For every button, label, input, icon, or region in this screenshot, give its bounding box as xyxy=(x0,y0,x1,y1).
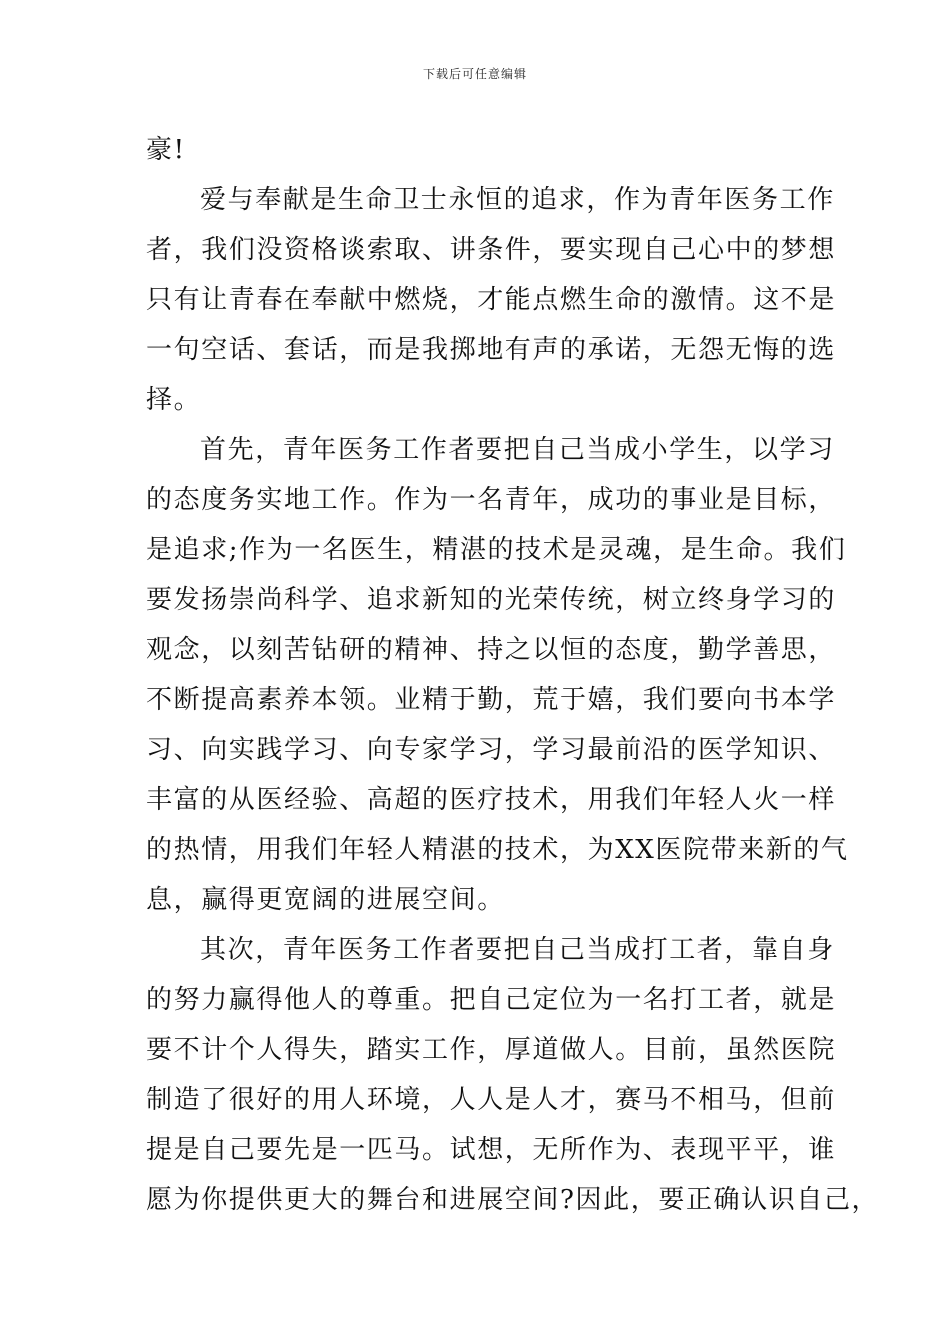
text-line: 观念，以刻苦钻研的精神、持之以恒的态度，勤学善思， xyxy=(146,635,837,665)
page-header: 下载后可任意编辑 xyxy=(422,67,527,81)
text-line: 不断提高素养本领。业精于勤，荒于嬉，我们要向书本学 xyxy=(146,685,837,715)
body-text xyxy=(146,125,880,1225)
text-line: 制造了很好的用人环境，人人是人才，赛马不相马，但前 xyxy=(146,1085,837,1115)
text-line: 的努力赢得他人的尊重。把自己定位为一名打工者，就是 xyxy=(146,985,837,1015)
text-line: 提是自己要先是一匹马。试想，无所作为、表现平平，谁 xyxy=(146,1135,837,1165)
text-line: 愿为你提供更大的舞台和进展空间?因此，要正确认识自己， xyxy=(146,1185,880,1215)
text-line: 息，赢得更宽阔的进展空间。 xyxy=(146,885,505,915)
text-line: 其次，青年医务工作者要把自己当成打工者，靠自身 xyxy=(200,935,835,965)
text-line: 要发扬崇尚科学、追求新知的光荣传统，树立终身学习的 xyxy=(146,585,837,615)
text-line: 者，我们没资格谈索取、讲条件，要实现自己心中的梦想 xyxy=(146,235,837,265)
text-line: 爱与奉献是生命卫士永恒的追求，作为青年医务工作 xyxy=(200,185,835,215)
text-line: 要不计个人得失，踏实工作，厚道做人。目前，虽然医院 xyxy=(146,1035,837,1065)
text-line: 一句空话、套话，而是我掷地有声的承诺，无怨无悔的选 xyxy=(146,335,837,365)
text-line: 首先，青年医务工作者要把自己当成小学生，以学习 xyxy=(200,435,835,465)
text-line: 丰富的从医经验、高超的医疗技术，用我们年轻人火一样 xyxy=(146,785,837,815)
text-line: 只有让青春在奉献中燃烧，才能点燃生命的激情。这不是 xyxy=(146,285,837,315)
text-line: 习、向实践学习、向专家学习，学习最前沿的医学知识、 xyxy=(146,735,837,765)
text-line: 的热情，用我们年轻人精湛的技术，为XX医院带来新的气 xyxy=(146,835,849,865)
text-line: 豪! xyxy=(146,135,186,165)
text-line: 的态度务实地工作。作为一名青年，成功的事业是目标， xyxy=(146,485,837,515)
text-line: 择。 xyxy=(146,385,202,415)
text-line: 是追求;作为一名医生，精湛的技术是灵魂，是生命。我们 xyxy=(146,535,847,565)
